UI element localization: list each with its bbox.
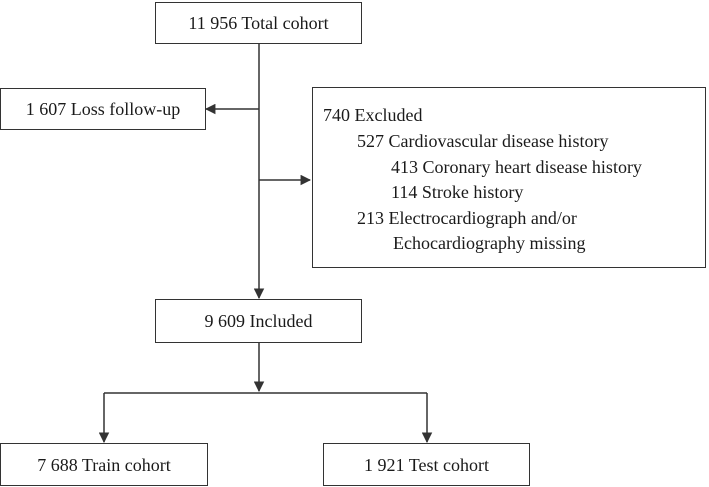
included-label: 9 609 Included	[204, 311, 313, 331]
train-cohort-label: 7 688 Train cohort	[37, 454, 171, 475]
excluded-box	[312, 87, 706, 268]
loss-followup-box	[0, 88, 206, 130]
excluded-item: Echocardiography missing	[393, 233, 586, 253]
total-cohort-box	[155, 2, 362, 44]
test-cohort-box	[323, 443, 530, 486]
excluded-item: 213 Electrocardiograph and/or	[357, 208, 577, 228]
excluded-title: 740 Excluded	[323, 105, 423, 125]
test-cohort-label: 1 921 Test cohort	[364, 454, 489, 475]
total-cohort-label: 11 956 Total cohort	[188, 13, 329, 33]
excluded-item: 114 Stroke history	[391, 182, 524, 202]
loss-followup-label: 1 607 Loss follow-up	[25, 99, 181, 119]
excluded-item: 413 Coronary heart disease history	[391, 157, 642, 177]
excluded-item: 527 Cardiovascular disease history	[357, 131, 609, 151]
train-cohort-box	[0, 443, 208, 486]
included-box	[155, 299, 362, 343]
